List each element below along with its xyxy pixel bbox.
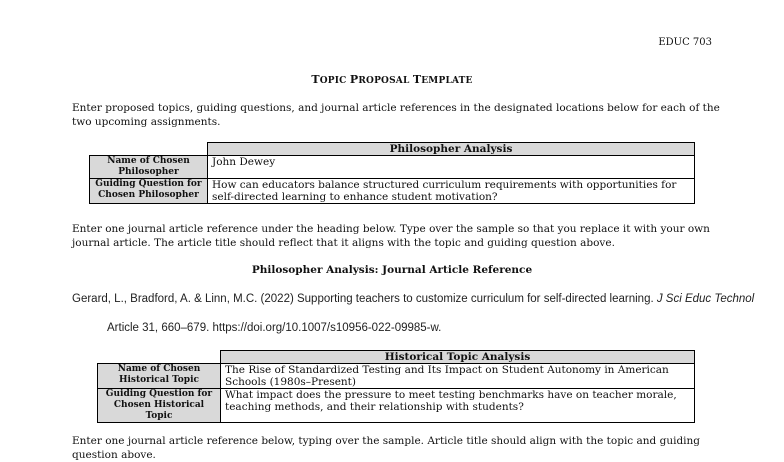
- historical-topic-label: Name of Chosen Historical Topic: [98, 364, 221, 389]
- philosopher-question-label: Guiding Question for Chosen Philosopher: [90, 179, 208, 204]
- historical-reference-instructions: Enter one journal article reference below, typing over the sample. Article title should align with the topic and guiding question above.: [72, 435, 701, 461]
- table-corner: [98, 351, 221, 364]
- reference-line-1[interactable]: [72, 292, 754, 306]
- philosopher-analysis-table: [89, 142, 695, 204]
- reference-instructions: Enter one journal article reference under the heading below. Type over the sample so that you replace it with your own journal article. The article title should reflect that it aligns with the topic and guiding question above.: [72, 223, 710, 249]
- title-initial-t2: T: [412, 73, 422, 86]
- philosopher-table-header: Philosopher Analysis: [208, 143, 695, 156]
- reference-journal: J Sci Educ Technol: [656, 293, 755, 305]
- reference-details: Article 31, 660–679. https://doi.org/10.1007/s10956-022-09985-w.: [107, 322, 442, 334]
- historical-question-value[interactable]: What impact does the pressure to meet testing benchmarks have on teacher morale, teaching methods, and their relationship with students?: [221, 389, 695, 423]
- title-part-roposal: ROPOSAL: [358, 76, 413, 86]
- reference-line-2[interactable]: [107, 321, 441, 335]
- title-part-emplate: EMPLATE: [421, 76, 473, 86]
- historical-topic-table: [97, 350, 695, 423]
- course-code: EDUC 703: [658, 37, 712, 48]
- historical-topic-value[interactable]: The Rise of Standardized Testing and Its Impact on Student Autonomy in American Schools (1980s–Present): [221, 364, 695, 389]
- philosopher-name-value[interactable]: John Dewey: [208, 156, 695, 179]
- title-part-opic: OPIC: [319, 76, 350, 86]
- title-initial-p: P: [349, 73, 359, 86]
- philosopher-reference-heading: Philosopher Analysis: Journal Article Reference: [251, 264, 533, 276]
- philosopher-question-value[interactable]: How can educators balance structured curriculum requirements with opportunities for self-directed learning to enhance student motivation?: [208, 179, 695, 204]
- intro-paragraph: Enter proposed topics, guiding questions, and journal article references in the designated locations below for each of the two upcoming assignments.: [72, 102, 720, 128]
- title-initial-t: T: [311, 73, 320, 86]
- table-corner: [90, 143, 208, 156]
- historical-table-header: Historical Topic Analysis: [221, 351, 695, 364]
- document-title: [0, 73, 784, 86]
- historical-question-label: Guiding Question for Chosen Historical Topic: [98, 389, 221, 423]
- philosopher-name-label: Name of Chosen Philosopher: [90, 156, 208, 179]
- reference-authors-title: Gerard, L., Bradford, A. & Linn, M.C. (2022) Supporting teachers to customize curriculum for self-directed learning.: [72, 293, 654, 305]
